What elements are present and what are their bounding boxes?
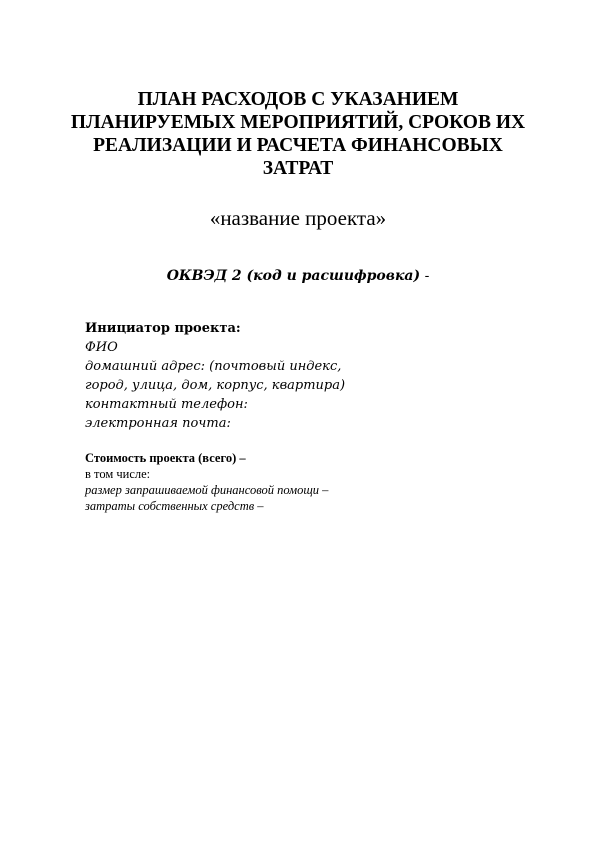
initiator-field-fio: ФИО [85,340,118,355]
initiator-label: Инициатор проекта: [85,321,241,336]
project-name: «название проекта» [209,206,387,230]
cost-field-requested-aid: размер запрашиваемой финансовой помощи – [85,483,329,497]
cost-section [85,450,545,514]
okved-code-label: ОКВЭД 2 (код и расшифровка) [166,268,421,284]
title-line: ЗАТРАТ [262,158,334,179]
title-line: ПЛАН РАСХОДОВ С УКАЗАНИЕМ [137,89,459,110]
okved-suffix: - [420,268,430,284]
title-line: РЕАЛИЗАЦИИ И РАСЧЕТА ФИНАНСОВЫХ [93,135,503,156]
cost-including: в том числе: [85,467,151,481]
initiator-field-email: электронная почта: [85,416,231,431]
initiator-section [85,319,545,433]
initiator-field-address: домашний адрес: (почтовый индекс, [85,359,342,374]
title-line: ПЛАНИРУЕМЫХ МЕРОПРИЯТИЙ, СРОКОВ ИХ [70,112,526,133]
initiator-field-phone: контактный телефон: [85,397,248,412]
document-title [60,88,536,180]
cost-label: Стоимость проекта (всего) – [85,451,246,465]
initiator-field-address-cont: город, улица, дом, корпус, квартира) [85,378,346,393]
okved-line [0,267,596,285]
cost-field-own-funds: затраты собственных средств – [85,499,264,513]
